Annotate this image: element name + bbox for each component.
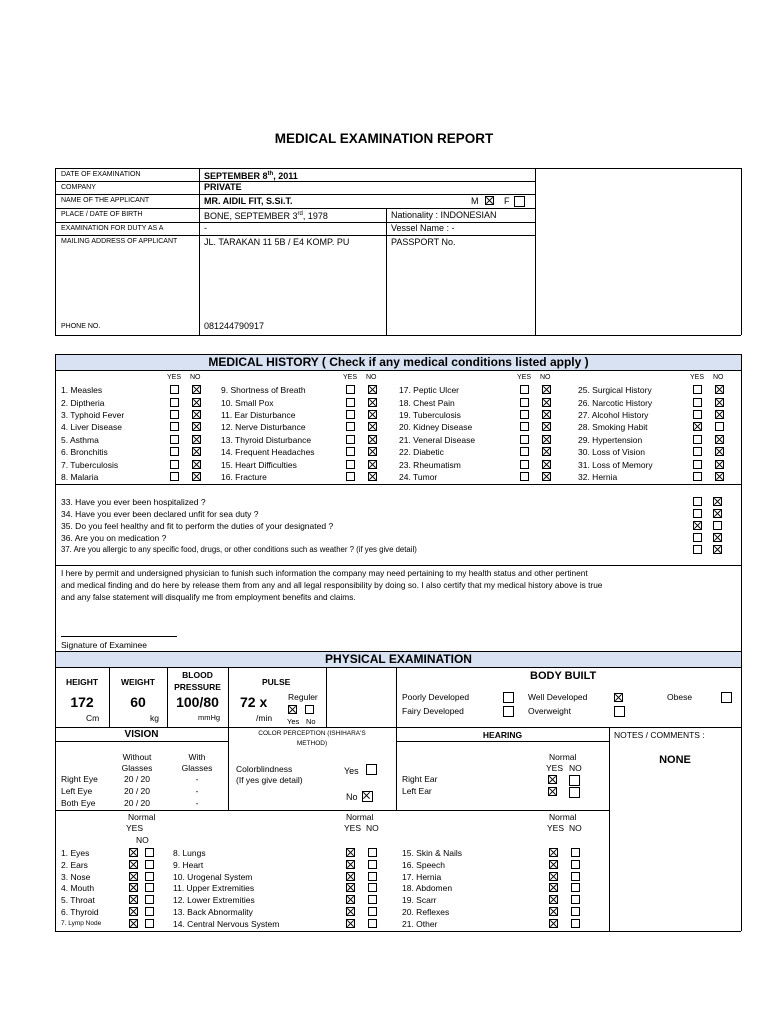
exam-yes-checkbox[interactable] <box>549 860 558 869</box>
pulse-regular-label: Reguler <box>288 692 318 702</box>
exam-item-1-eyes: 1. Eyes <box>61 848 90 858</box>
exam-no-checkbox[interactable] <box>145 848 154 857</box>
physical-exam-heading: PHYSICAL EXAMINATION <box>55 651 742 668</box>
vision-without-value: 20 / 20 <box>124 798 150 808</box>
exam-yes-checkbox[interactable] <box>129 919 138 928</box>
mh-yes-checkbox[interactable] <box>520 460 529 469</box>
exam-item-10-urogenal-system: 10. Urogenal System <box>173 872 253 882</box>
mh-item-30-loss-of-vision: 30. Loss of Vision <box>578 447 645 457</box>
declaration-line-1: I here by permit and undersigned physician to funish such information the company may need pertaining to my health status and other pertinent <box>61 568 588 578</box>
exam-no-checkbox[interactable] <box>571 848 580 857</box>
exam-no-checkbox[interactable] <box>571 860 580 869</box>
mh-yes-checkbox[interactable] <box>693 398 702 407</box>
vision-row-left-eye: Left Eye <box>61 786 93 796</box>
pulse-value: 72 x <box>240 694 268 710</box>
mh-item-1-measles: 1. Measles <box>61 385 103 395</box>
declaration-line-2: and medical finding and do here by release them from any and all legal responsibility by doing so. I also certify that my medical history above is true <box>61 580 603 590</box>
pulse-label: PULSE <box>262 677 291 687</box>
exam-yes-checkbox[interactable] <box>346 907 355 916</box>
mh-yes-checkbox[interactable] <box>693 422 702 431</box>
question-no-checkbox[interactable] <box>713 545 722 554</box>
passport-label: PASSPORT No. <box>391 237 456 247</box>
mh-no-checkbox[interactable] <box>368 385 377 394</box>
mh-item-20-kidney-disease: 20. Kidney Disease <box>399 422 473 432</box>
exam-no-header: NO <box>366 823 379 833</box>
mh-item-17-peptic-ulcer: 17. Peptic Ulcer <box>399 385 459 395</box>
exam-item-21-other: 21. Other <box>402 919 438 929</box>
name-label: NAME OF THE APPLICANT <box>61 197 150 204</box>
name-value: MR. AIDIL FIT, S.Si.T. <box>204 196 293 206</box>
mh-yes-checkbox[interactable] <box>693 435 702 444</box>
pulse-regular-yes-checkbox[interactable] <box>288 705 297 714</box>
exam-item-13-back-abnormality: 13. Back Abnormality <box>173 907 253 917</box>
mh-item-14-frequent-headaches: 14. Frequent Headaches <box>221 447 315 457</box>
colorblind-yes-checkbox[interactable] <box>366 764 377 775</box>
exam-yes-checkbox[interactable] <box>129 907 138 916</box>
report-title: MEDICAL EXAMINATION REPORT <box>274 131 494 146</box>
mh-item-3-typhoid-fever: 3. Typhoid Fever <box>61 410 125 420</box>
well-developed-label: Well Developed <box>528 692 588 702</box>
pulse-regular-no-checkbox[interactable] <box>305 705 314 714</box>
mh-yes-checkbox[interactable] <box>170 410 179 419</box>
weight-value: 60 <box>130 694 146 710</box>
gender-m-label: M <box>471 196 479 206</box>
mh-no-checkbox[interactable] <box>715 410 724 419</box>
exam-normal-header: Normal <box>128 812 156 822</box>
right-ear-yes-checkbox[interactable] <box>548 775 557 784</box>
obese-label: Obese <box>667 692 693 702</box>
exam-yes-checkbox[interactable] <box>346 895 355 904</box>
poorly-developed-checkbox[interactable] <box>503 692 514 703</box>
mh-no-checkbox[interactable] <box>368 460 377 469</box>
mh-yes-checkbox[interactable] <box>346 472 355 481</box>
hearing-no: NO <box>569 763 582 773</box>
exam-no-checkbox[interactable] <box>145 895 154 904</box>
mh-no-checkbox[interactable] <box>192 447 201 456</box>
mh-yes-checkbox[interactable] <box>520 447 529 456</box>
mh-item-23-rheumatism: 23. Rheumatism <box>399 460 461 470</box>
mh-yes-checkbox[interactable] <box>693 410 702 419</box>
mh-item-19-tuberculosis: 19. Tuberculosis <box>399 410 461 420</box>
mh-no-checkbox[interactable] <box>715 472 724 481</box>
duty-label: EXAMINATION FOR DUTY AS A <box>61 225 164 232</box>
vision-without-value: 20 / 20 <box>124 786 150 796</box>
mh-no-checkbox[interactable] <box>368 472 377 481</box>
mh-yes-checkbox[interactable] <box>170 435 179 444</box>
bp-unit: mmHg <box>198 713 221 722</box>
exam-no-checkbox[interactable] <box>571 895 580 904</box>
colorblind-yes-label: Yes <box>344 766 359 776</box>
mh-yes-checkbox[interactable] <box>170 422 179 431</box>
date-label: DATE OF EXAMINATION <box>61 171 141 178</box>
gender-f-checkbox[interactable] <box>514 196 525 207</box>
mh-yes-header: YES <box>517 374 532 381</box>
exam-no-checkbox[interactable] <box>571 872 580 881</box>
question-33: 33. Have you ever been hospitalized ? <box>61 497 206 507</box>
question-yes-checkbox[interactable] <box>693 521 702 530</box>
mh-no-header: NO <box>366 374 377 381</box>
exam-yes-header: YES <box>126 823 144 833</box>
bp-label-1: BLOOD <box>182 670 213 680</box>
exam-yes-checkbox[interactable] <box>346 919 355 928</box>
mh-no-checkbox[interactable] <box>368 447 377 456</box>
exam-no-checkbox[interactable] <box>145 860 154 869</box>
mh-no-checkbox[interactable] <box>192 435 201 444</box>
exam-item-11-upper-extremities: 11. Upper Extremities <box>173 883 255 893</box>
mh-item-32-hernia: 32. Hernia <box>578 472 618 482</box>
overweight-checkbox[interactable] <box>614 706 625 717</box>
mh-item-13-thyroid-disturbance: 13. Thyroid Disturbance <box>221 435 312 445</box>
height-label: HEIGHT <box>65 677 99 687</box>
notes-heading: NOTES / COMMENTS : <box>614 730 705 740</box>
color-perception-title-1: COLOR PERCEPTION (ISHIHARA'S <box>258 730 366 737</box>
mh-item-31-loss-of-memory: 31. Loss of Memory <box>578 460 653 470</box>
exam-item-18-abdomen: 18. Abdomen <box>402 883 453 893</box>
exam-yes-checkbox[interactable] <box>129 872 138 881</box>
mh-no-checkbox[interactable] <box>192 472 201 481</box>
mh-no-checkbox[interactable] <box>542 460 551 469</box>
height-value: 172 <box>70 694 94 710</box>
exam-no-checkbox[interactable] <box>145 919 154 928</box>
mh-yes-checkbox[interactable] <box>520 410 529 419</box>
vision-heading: VISION <box>124 729 159 740</box>
signature-label: Signature of Examinee <box>61 640 147 650</box>
exam-yes-checkbox[interactable] <box>346 860 355 869</box>
mh-yes-checkbox[interactable] <box>346 398 355 407</box>
exam-no-checkbox[interactable] <box>368 919 377 928</box>
mh-yes-checkbox[interactable] <box>693 472 702 481</box>
exam-no-checkbox[interactable] <box>145 872 154 881</box>
exam-yes-checkbox[interactable] <box>549 872 558 881</box>
signature-line <box>61 636 177 637</box>
mh-yes-checkbox[interactable] <box>346 385 355 394</box>
mh-no-header: NO <box>190 374 201 381</box>
mh-item-12-nerve-disturbance: 12. Nerve Disturbance <box>221 422 306 432</box>
mh-item-24-tumor: 24. Tumor <box>399 472 438 482</box>
exam-no-checkbox[interactable] <box>368 872 377 881</box>
left-ear-no-checkbox[interactable] <box>569 787 580 798</box>
gender-m-checkbox[interactable] <box>485 196 494 205</box>
exam-normal-header: Normal <box>346 812 374 822</box>
exam-no-checkbox[interactable] <box>145 907 154 916</box>
right-ear-no-checkbox[interactable] <box>569 775 580 786</box>
mh-item-29-hypertension: 29. Hypertension <box>578 435 643 445</box>
right-ear-label: Right Ear <box>402 774 438 784</box>
exam-no-checkbox[interactable] <box>368 848 377 857</box>
exam-yes-checkbox[interactable] <box>549 848 558 857</box>
mh-yes-header: YES <box>343 374 358 381</box>
phone-label: PHONE NO. <box>61 323 101 330</box>
birth-value: BONE, SEPTEMBER 3rd, 1978 <box>204 211 328 221</box>
mh-no-checkbox[interactable] <box>715 435 724 444</box>
exam-no-header: NO <box>569 823 582 833</box>
overweight-label: Overweight <box>528 706 571 716</box>
mh-yes-checkbox[interactable] <box>520 435 529 444</box>
question-36: 36. Are you on medication ? <box>61 533 167 543</box>
mh-item-21-veneral-disease: 21. Veneral Disease <box>399 435 476 445</box>
mh-yes-checkbox[interactable] <box>346 410 355 419</box>
mh-yes-checkbox[interactable] <box>520 422 529 431</box>
exam-yes-checkbox[interactable] <box>129 895 138 904</box>
mh-yes-checkbox[interactable] <box>170 398 179 407</box>
colorblind-no-label: No <box>346 792 358 802</box>
exam-no-checkbox[interactable] <box>571 883 580 892</box>
exam-yes-header: YES <box>547 823 565 833</box>
color-perception-title-2: METHOD) <box>296 740 328 747</box>
mh-no-checkbox[interactable] <box>192 410 201 419</box>
mh-no-checkbox[interactable] <box>542 398 551 407</box>
mh-no-checkbox[interactable] <box>192 398 201 407</box>
exam-yes-checkbox[interactable] <box>129 883 138 892</box>
exam-yes-checkbox[interactable] <box>346 848 355 857</box>
exam-item-20-reflexes: 20. Reflexes <box>402 907 450 917</box>
mh-no-checkbox[interactable] <box>368 422 377 431</box>
question-no-checkbox[interactable] <box>713 521 722 530</box>
mh-item-5-asthma: 5. Asthma <box>61 435 99 445</box>
mh-item-2-diptheria: 2. Diptheria <box>61 398 105 408</box>
exam-no-checkbox[interactable] <box>368 883 377 892</box>
exam-item-19-scarr: 19. Scarr <box>402 895 437 905</box>
question-34: 34. Have you ever been declared unfit for sea duty ? <box>61 509 259 519</box>
exam-normal-header: Normal <box>549 812 577 822</box>
weight-unit: kg <box>150 713 159 723</box>
exam-no-header: NO <box>136 835 149 845</box>
colorblindness-detail: (If yes give detail) <box>236 775 303 785</box>
mh-no-checkbox[interactable] <box>192 460 201 469</box>
exam-no-checkbox[interactable] <box>571 907 580 916</box>
mh-item-15-heart-difficulties: 15. Heart Difficulties <box>221 460 297 470</box>
mh-no-checkbox[interactable] <box>368 410 377 419</box>
question-yes-checkbox[interactable] <box>693 533 702 542</box>
poorly-developed-label: Poorly Developed <box>402 692 470 702</box>
mh-no-checkbox[interactable] <box>715 460 724 469</box>
mh-yes-header: YES <box>167 374 182 381</box>
exam-yes-checkbox[interactable] <box>549 907 558 916</box>
vision-with-value: - <box>195 786 199 796</box>
question-yes-checkbox[interactable] <box>693 497 702 506</box>
mh-item-16-fracture: 16. Fracture <box>221 472 267 482</box>
exam-no-checkbox[interactable] <box>368 907 377 916</box>
well-developed-checkbox[interactable] <box>614 693 623 702</box>
mh-item-11-ear-disturbance: 11. Ear Disturbance <box>221 410 296 420</box>
hearing-yes: YES <box>546 763 564 773</box>
hearing-normal: Normal <box>549 752 577 762</box>
mh-yes-checkbox[interactable] <box>693 447 702 456</box>
mh-no-checkbox[interactable] <box>542 447 551 456</box>
medical-history-heading: MEDICAL HISTORY ( Check if any medical conditions listed apply ) <box>55 354 742 371</box>
mh-yes-checkbox[interactable] <box>346 435 355 444</box>
mh-yes-checkbox[interactable] <box>170 472 179 481</box>
mh-yes-checkbox[interactable] <box>520 472 529 481</box>
birth-label: PLACE / DATE OF BIRTH <box>61 211 143 218</box>
mh-item-7-tuberculosis: 7. Tuberculosis <box>61 460 119 470</box>
mh-yes-checkbox[interactable] <box>170 460 179 469</box>
mh-no-checkbox[interactable] <box>715 447 724 456</box>
exam-item-6-thyroid: 6. Thyroid <box>61 907 99 917</box>
mh-no-checkbox[interactable] <box>192 385 201 394</box>
exam-item-8-lungs: 8. Lungs <box>173 848 206 858</box>
mh-item-8-malaria: 8. Malaria <box>61 472 99 482</box>
mh-item-10-small-pox: 10. Small Pox <box>221 398 274 408</box>
exam-yes-checkbox[interactable] <box>129 860 138 869</box>
duty-value: - <box>204 223 207 233</box>
question-no-checkbox[interactable] <box>713 533 722 542</box>
body-built-heading: BODY BUILT <box>530 670 597 682</box>
mh-yes-header: YES <box>690 374 705 381</box>
left-ear-label: Left Ear <box>402 786 432 796</box>
exam-item-14-central-nervous-system: 14. Central Nervous System <box>173 919 280 929</box>
date-value: SEPTEMBER 8th, 2011 <box>204 171 298 181</box>
vision-without-value: 20 / 20 <box>124 774 150 784</box>
vision-row-right-eye: Right Eye <box>61 774 98 784</box>
exam-item-2-ears: 2. Ears <box>61 860 88 870</box>
bp-label-2: PRESSURE <box>174 682 221 692</box>
mh-yes-checkbox[interactable] <box>520 385 529 394</box>
exam-no-checkbox[interactable] <box>368 860 377 869</box>
mh-no-checkbox[interactable] <box>715 385 724 394</box>
mh-item-18-chest-pain: 18. Chest Pain <box>399 398 455 408</box>
exam-item-7-lymp-node: 7. Lymp Node <box>61 920 102 927</box>
address-label: MAILING ADDRESS OF APPLICANT <box>61 238 178 245</box>
question-yes-checkbox[interactable] <box>693 509 702 518</box>
mh-yes-checkbox[interactable] <box>693 460 702 469</box>
mh-yes-checkbox[interactable] <box>520 398 529 407</box>
exam-no-checkbox[interactable] <box>571 919 580 928</box>
mh-no-checkbox[interactable] <box>542 422 551 431</box>
mh-yes-checkbox[interactable] <box>346 460 355 469</box>
exam-item-17-hernia: 17. Hernia <box>402 872 442 882</box>
nationality: Nationality : INDONESIAN <box>391 210 497 220</box>
mh-item-27-alcohol-history: 27. Alcohol History <box>578 410 649 420</box>
without-glasses-2: Glasses <box>121 763 153 773</box>
mh-item-25-surgical-history: 25. Surgical History <box>578 385 652 395</box>
exam-item-16-speech: 16. Speech <box>402 860 446 870</box>
with-glasses-1: With <box>188 752 206 762</box>
question-35: 35. Do you feel healthy and fit to perform the duties of your designated ? <box>61 521 334 531</box>
question-no-checkbox[interactable] <box>713 497 722 506</box>
pulse-unit: /min <box>256 713 273 723</box>
with-glasses-2: Glasses <box>181 763 213 773</box>
mh-no-header: NO <box>713 374 724 381</box>
exam-yes-checkbox[interactable] <box>549 883 558 892</box>
mh-item-9-shortness-of-breath: 9. Shortness of Breath <box>221 385 306 395</box>
mh-yes-checkbox[interactable] <box>693 385 702 394</box>
exam-no-checkbox[interactable] <box>145 883 154 892</box>
exam-item-3-nose: 3. Nose <box>61 872 91 882</box>
mh-yes-checkbox[interactable] <box>170 447 179 456</box>
mh-no-checkbox[interactable] <box>715 398 724 407</box>
mh-yes-checkbox[interactable] <box>346 447 355 456</box>
left-ear-yes-checkbox[interactable] <box>548 787 557 796</box>
mh-no-checkbox[interactable] <box>192 422 201 431</box>
mh-no-checkbox[interactable] <box>542 472 551 481</box>
mh-no-checkbox[interactable] <box>542 385 551 394</box>
company-label: COMPANY <box>61 184 96 191</box>
obese-checkbox[interactable] <box>721 692 732 703</box>
mh-item-22-diabetic: 22. Diabetic <box>399 447 444 457</box>
exam-item-15-skin-nails: 15. Skin & Nails <box>402 848 462 858</box>
mh-yes-checkbox[interactable] <box>170 385 179 394</box>
vision-with-value: - <box>195 798 199 808</box>
vision-with-value: - <box>195 774 199 784</box>
declaration-line-3: and any false statement will disqualify me from employment benefits and claims. <box>61 592 356 602</box>
phone-value: 081244790917 <box>204 321 265 331</box>
mh-no-checkbox[interactable] <box>368 398 377 407</box>
mh-item-28-smoking-habit: 28. Smoking Habit <box>578 422 648 432</box>
mh-no-checkbox[interactable] <box>715 422 724 431</box>
mh-item-4-liver-disease: 4. Liver Disease <box>61 422 122 432</box>
notes-value: NONE <box>659 754 691 766</box>
exam-item-4-mouth: 4. Mouth <box>61 883 95 893</box>
exam-yes-checkbox[interactable] <box>346 883 355 892</box>
question-37: 37. Are you allergic to any specific food, drugs, or other conditions such as weather ? (if yes give detail) <box>61 545 417 554</box>
bp-value: 100/80 <box>176 694 219 710</box>
mh-yes-checkbox[interactable] <box>346 422 355 431</box>
exam-no-checkbox[interactable] <box>368 895 377 904</box>
exam-yes-header: YES <box>344 823 362 833</box>
exam-yes-checkbox[interactable] <box>129 848 138 857</box>
vision-row-both-eye: Both Eye <box>61 798 96 808</box>
gender-f-label: F <box>504 196 510 206</box>
fairy-developed-label: Fairy Developed <box>402 706 464 716</box>
mh-no-header: NO <box>540 374 551 381</box>
exam-yes-checkbox[interactable] <box>549 919 558 928</box>
mh-no-checkbox[interactable] <box>368 435 377 444</box>
pulse-yes-label: Yes <box>287 717 300 726</box>
exam-yes-checkbox[interactable] <box>549 895 558 904</box>
exam-item-12-lower-extremities: 12. Lower Extremities <box>173 895 255 905</box>
mh-item-26-narcotic-history: 26. Narcotic History <box>578 398 653 408</box>
question-yes-checkbox[interactable] <box>693 545 702 554</box>
colorblindness-label: Colorblindness <box>236 764 293 774</box>
fairy-developed-checkbox[interactable] <box>503 706 514 717</box>
exam-item-5-throat: 5. Throat <box>61 895 95 905</box>
height-unit: Cm <box>86 713 100 723</box>
exam-yes-checkbox[interactable] <box>346 872 355 881</box>
company-value: PRIVATE <box>204 182 242 192</box>
without-glasses-1: Without <box>122 752 152 762</box>
exam-item-9-heart: 9. Heart <box>173 860 204 870</box>
question-no-checkbox[interactable] <box>713 509 722 518</box>
vessel-name: Vessel Name : - <box>391 223 455 233</box>
pulse-no-label: No <box>306 717 316 726</box>
hearing-heading: HEARING <box>482 730 523 740</box>
address-value: JL. TARAKAN 11 5B / E4 KOMP. PU <box>204 237 350 247</box>
mh-no-checkbox[interactable] <box>542 410 551 419</box>
mh-no-checkbox[interactable] <box>542 435 551 444</box>
mh-item-6-bronchitis: 6. Bronchitis <box>61 447 108 457</box>
weight-label: WEIGHT <box>121 677 155 687</box>
colorblind-no-checkbox[interactable] <box>362 791 373 802</box>
